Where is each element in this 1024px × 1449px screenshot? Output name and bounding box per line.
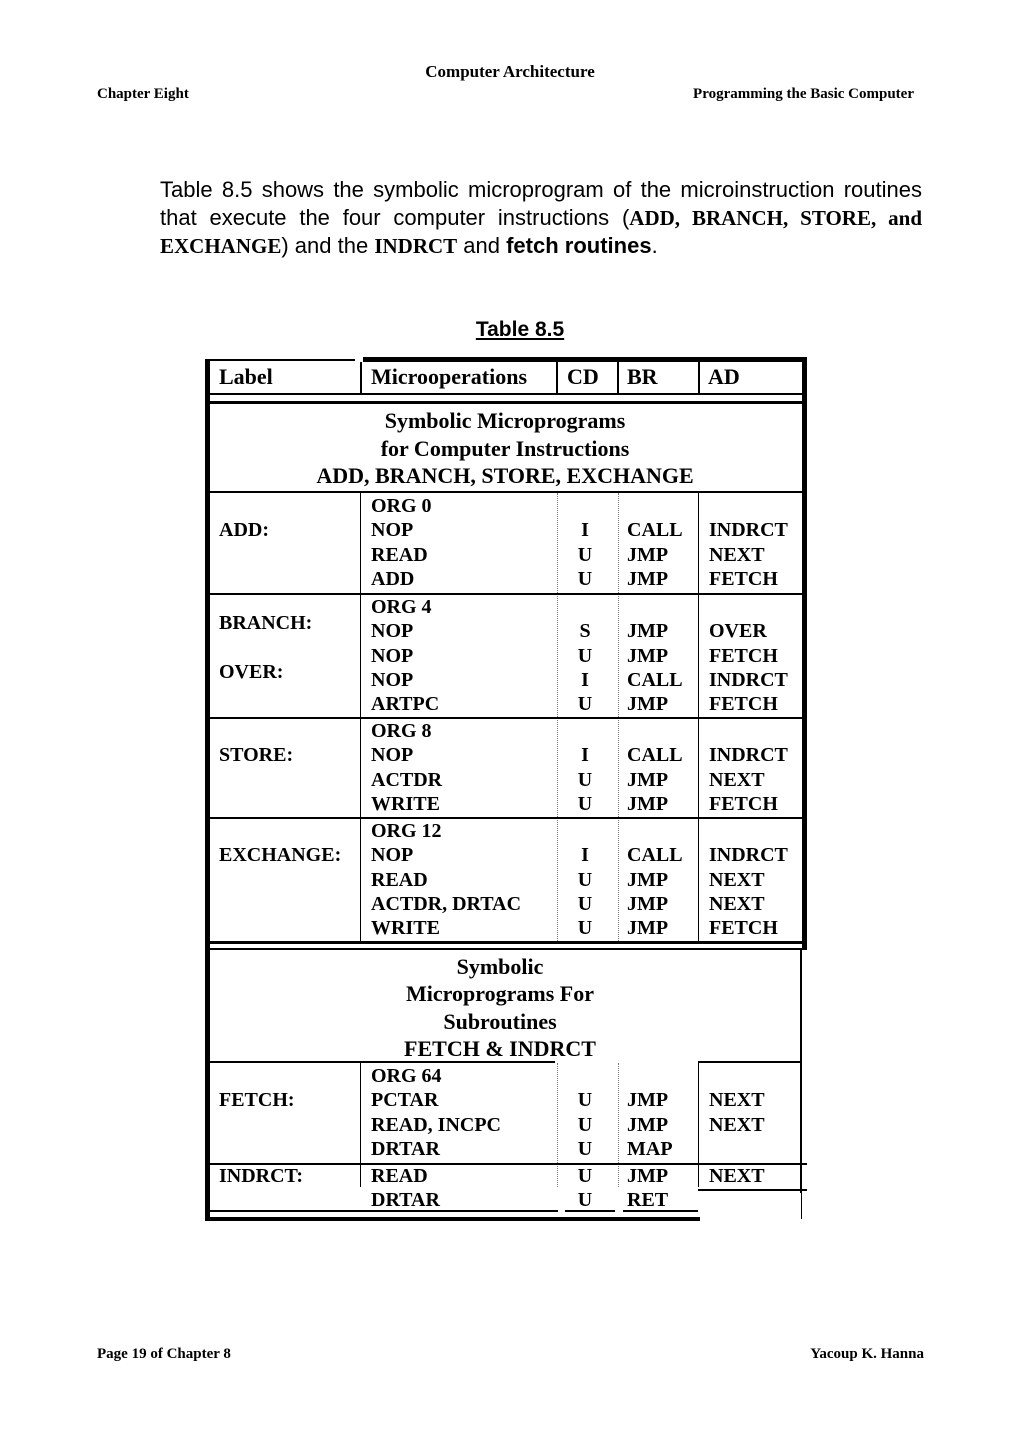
cell-ad: FETCH — [709, 568, 778, 590]
author-name: Yacoup K. Hanna — [810, 1346, 924, 1362]
cell-cd: U — [577, 645, 593, 667]
page-number: Page 19 of Chapter 8 — [97, 1346, 231, 1362]
cell-ad: NEXT — [709, 544, 765, 566]
cell-ad: NEXT — [709, 893, 765, 915]
cell-micro: ORG 4 — [371, 596, 432, 618]
right-tick — [801, 1193, 802, 1219]
chapter-label: Chapter Eight — [97, 86, 189, 102]
cell-ad: NEXT — [709, 1089, 765, 1111]
cell-br: JMP — [627, 917, 669, 939]
cell-br: JMP — [627, 893, 669, 915]
hdr-sep-3 — [617, 362, 619, 393]
cell-ad: FETCH — [709, 793, 778, 815]
intro-paragraph — [160, 176, 922, 260]
cell-br: RET — [627, 1189, 669, 1211]
cell-micro: PCTAR — [371, 1089, 439, 1111]
cell-cd: S — [579, 620, 591, 642]
cell-br: CALL — [627, 844, 683, 866]
cell-label: STORE: — [219, 744, 294, 766]
cell-ad: NEXT — [709, 1165, 765, 1187]
cell-micro: ACTDR — [371, 769, 443, 791]
cell-br: JMP — [627, 620, 669, 642]
cell-br: JMP — [627, 693, 669, 715]
table-border-right — [802, 357, 807, 949]
cell-ad: INDRCT — [709, 669, 788, 691]
cell-micro: NOP — [371, 669, 414, 691]
table-bottom-rule-2 — [210, 1217, 700, 1221]
cell-cd: U — [577, 917, 593, 939]
section2-top-rule — [210, 941, 807, 944]
table-title: Table 8.5 — [475, 318, 565, 341]
cell-cd: U — [577, 869, 593, 891]
cell-micro: WRITE — [371, 917, 440, 939]
cell-micro: ORG 0 — [371, 495, 432, 517]
section2-heading-line3: Subroutines — [443, 1009, 557, 1034]
cell-cd: U — [577, 893, 593, 915]
cell-micro: NOP — [371, 744, 414, 766]
col-header-br: BR — [627, 364, 658, 389]
cell-micro: READ — [371, 1165, 428, 1187]
section1-rule — [210, 491, 807, 493]
cell-cd: U — [577, 1089, 593, 1111]
cell-micro: NOP — [371, 620, 414, 642]
cell-micro: READ — [371, 869, 428, 891]
header-rule — [210, 393, 807, 395]
hdr-sep-2 — [556, 362, 558, 393]
cell-micro: ORG 8 — [371, 720, 432, 742]
col-header-ad: AD — [708, 364, 740, 389]
cell-br: JMP — [627, 544, 669, 566]
section1-heading-line1: Symbolic Microprograms — [384, 408, 626, 433]
cell-cd: I — [581, 519, 589, 541]
section2-heading-line4: FETCH & INDRCT — [404, 1036, 596, 1061]
cell-label: BRANCH: — [219, 612, 313, 634]
col-header-label: Label — [219, 364, 273, 389]
cell-br: JMP — [627, 645, 669, 667]
cell-label: ADD: — [219, 519, 269, 541]
intro-indrct: INDRCT — [374, 234, 458, 258]
section2-top-rule-2 — [210, 948, 807, 950]
cell-br: JMP — [627, 1114, 669, 1136]
cell-br: JMP — [627, 1165, 669, 1187]
col-header-cd: CD — [567, 364, 599, 389]
indrct-rule-2 — [698, 1189, 807, 1191]
cell-ad: FETCH — [709, 693, 778, 715]
cell-ad: FETCH — [709, 645, 778, 667]
fetch-sep-micro — [557, 1063, 558, 1187]
intro-text-1: Table 8.5 shows the symbolic microprogram of the microinstruction routines that execute the four computer instructions ( — [160, 177, 922, 230]
cell-br: CALL — [627, 519, 683, 541]
cell-ad: NEXT — [709, 1114, 765, 1136]
group-rule-2 — [210, 717, 807, 719]
cell-micro: READ — [371, 544, 428, 566]
cell-br: MAP — [627, 1138, 673, 1160]
fetch-sep-br — [698, 1063, 699, 1187]
cell-micro: NOP — [371, 844, 414, 866]
cell-ad: INDRCT — [709, 744, 788, 766]
cell-micro: READ, INCPC — [371, 1114, 501, 1136]
cell-micro: ACTDR, DRTAC — [371, 893, 522, 915]
cell-br: JMP — [627, 793, 669, 815]
cell-ad: FETCH — [709, 917, 778, 939]
cell-label: EXCHANGE: — [219, 844, 342, 866]
cell-cd: U — [577, 769, 593, 791]
cell-micro: NOP — [371, 519, 414, 541]
cell-ad: NEXT — [709, 869, 765, 891]
cell-cd: U — [577, 793, 593, 815]
cell-ad: NEXT — [709, 769, 765, 791]
fetch-sep-label — [360, 1063, 361, 1187]
cell-micro: NOP — [371, 645, 414, 667]
section2-heading-line1: Symbolic — [456, 954, 544, 979]
cell-cd: I — [581, 844, 589, 866]
intro-text-2: ) and the — [281, 233, 375, 258]
fetch-right — [800, 1063, 802, 1193]
cell-cd: U — [577, 1114, 593, 1136]
group-rule-1 — [210, 593, 807, 595]
intro-instructions: ADD, BRANCH, STORE, and EXCHANGE — [160, 206, 923, 258]
header-rule-2 — [210, 401, 807, 404]
cell-cd: U — [577, 1189, 593, 1211]
cell-ad: INDRCT — [709, 844, 788, 866]
cell-cd: U — [577, 1165, 593, 1187]
hdr-sep-4 — [698, 362, 700, 393]
section2-heading-line2: Microprograms For — [406, 981, 594, 1006]
cell-cd: U — [577, 693, 593, 715]
cell-micro: ORG 64 — [371, 1065, 442, 1087]
cell-ad: OVER — [709, 620, 767, 642]
section1-heading-line3: ADD, BRANCH, STORE, EXCHANGE — [316, 463, 694, 488]
cell-br: JMP — [627, 869, 669, 891]
cell-br: CALL — [627, 669, 683, 691]
fetch-sep-cd — [618, 1063, 619, 1187]
intro-text-3: and — [457, 233, 507, 258]
cell-br: JMP — [627, 568, 669, 590]
cell-cd: U — [577, 568, 593, 590]
table-border-top-left — [205, 359, 355, 361]
section2-right — [800, 948, 802, 1062]
microprogram-table — [205, 357, 813, 1221]
cell-micro: ARTPC — [371, 693, 440, 715]
col-header-microoperations: Microoperations — [371, 364, 528, 389]
group-rule-3 — [210, 817, 807, 819]
cell-micro: DRTAR — [371, 1138, 440, 1160]
section-label: Programming the Basic Computer — [693, 86, 914, 102]
cell-micro: ORG 12 — [371, 820, 442, 842]
cell-cd: I — [581, 744, 589, 766]
cell-cd: U — [577, 544, 593, 566]
cell-label: OVER: — [219, 661, 284, 683]
document-title: Computer Architecture — [425, 62, 595, 81]
section1-heading-line2: for Computer Instructions — [380, 436, 630, 461]
intro-fetch-routines: fetch routines — [506, 233, 652, 258]
cell-micro: ADD — [371, 568, 415, 590]
cell-label: FETCH: — [219, 1089, 295, 1111]
hdr-sep-1 — [360, 362, 362, 393]
cell-br: CALL — [627, 744, 683, 766]
cell-label: INDRCT: — [219, 1165, 304, 1187]
table-border-top — [363, 357, 807, 362]
cell-cd: I — [581, 669, 589, 691]
cell-br: JMP — [627, 769, 669, 791]
cell-cd: U — [577, 1138, 593, 1160]
cell-micro: DRTAR — [371, 1189, 440, 1211]
cell-micro: WRITE — [371, 793, 440, 815]
cell-br: JMP — [627, 1089, 669, 1111]
intro-text-4: . — [651, 233, 658, 258]
cell-ad: INDRCT — [709, 519, 788, 541]
